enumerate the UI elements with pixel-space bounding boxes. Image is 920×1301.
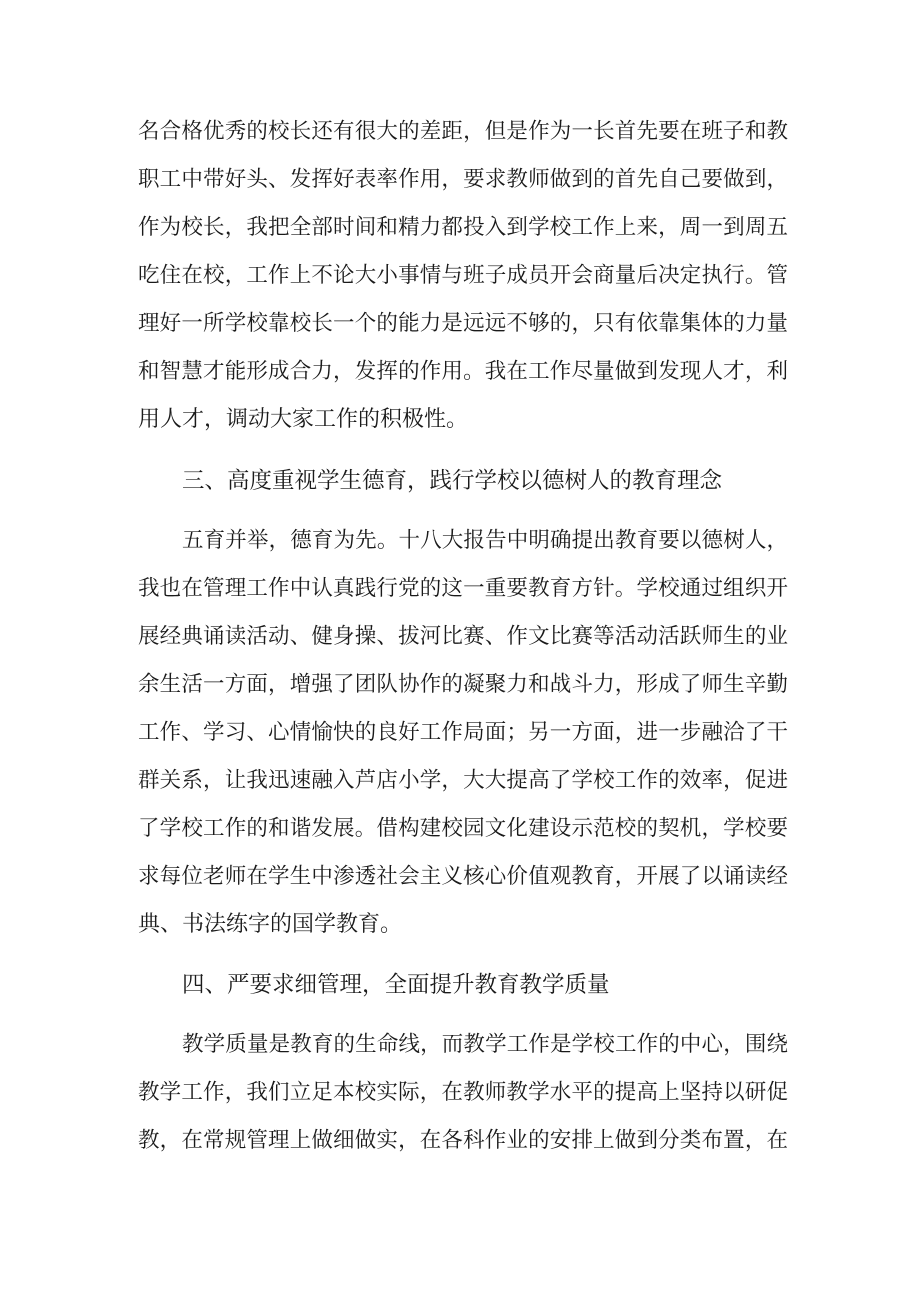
paragraph-1-line: 理好一所学校靠校长一个的能力是远远不够的，只有依靠集体的力量 xyxy=(138,311,788,336)
paragraph-2-line: 了学校工作的和谐发展。借构建校园文化建设示范校的契机，学校要 xyxy=(138,816,788,841)
paragraph-1-line: 吃住在校，工作上不论大小事情与班子成员开会商量后决定执行。管 xyxy=(138,263,788,288)
paragraph-2-line: 群关系，让我迅速融入芦店小学，大大提高了学校工作的效率，促进 xyxy=(138,768,788,793)
paragraph-3-line: 教学工作，我们立足本校实际，在教师教学水平的提高上坚持以研促 xyxy=(138,1080,788,1105)
paragraph-1-line: 用人才，调动大家工作的积极性。 xyxy=(138,407,469,432)
section-heading-4: 四、严要求细管理，全面提升教育教学质量 xyxy=(182,972,610,998)
paragraph-1-line: 职工中带好头、发挥好表率作用，要求教师做到的首先自己要做到， xyxy=(138,167,788,192)
paragraph-3-line: 教学质量是教育的生命线，而教学工作是学校工作的中心，围绕 xyxy=(182,1032,788,1057)
section-heading-3: 三、高度重视学生德育，践行学校以德树人的教育理念 xyxy=(182,468,723,494)
paragraph-2-line: 求每位老师在学生中渗透社会主义核心价值观教育，开展了以诵读经 xyxy=(138,864,788,889)
paragraph-2-line: 五育并举，德育为先。十八大报告中明确提出教育要以德树人， xyxy=(182,528,788,553)
paragraph-2-line: 我也在管理工作中认真践行党的这一重要教育方针。学校通过组织开 xyxy=(138,576,788,601)
paragraph-2-line: 展经典诵读活动、健身操、拔河比赛、作文比赛等活动活跃师生的业 xyxy=(138,624,788,649)
paragraph-1-line: 和智慧才能形成合力，发挥的作用。我在工作尽量做到发现人才，利 xyxy=(138,359,788,384)
paragraph-2-line: 余生活一方面，增强了团队协作的凝聚力和战斗力，形成了师生辛勤 xyxy=(138,672,788,697)
paragraph-1-line: 作为校长，我把全部时间和精力都投入到学校工作上来，周一到周五 xyxy=(138,215,788,240)
paragraph-2-line: 典、书法练字的国学教育。 xyxy=(138,912,403,937)
paragraph-1-line: 名合格优秀的校长还有很大的差距，但是作为一长首先要在班子和教 xyxy=(138,119,788,144)
paragraph-2-line: 工作、学习、心情愉快的良好工作局面；另一方面，进一步融洽了干 xyxy=(138,720,788,745)
paragraph-3-line: 教，在常规管理上做细做实，在各科作业的安排上做到分类布置，在 xyxy=(138,1128,788,1153)
